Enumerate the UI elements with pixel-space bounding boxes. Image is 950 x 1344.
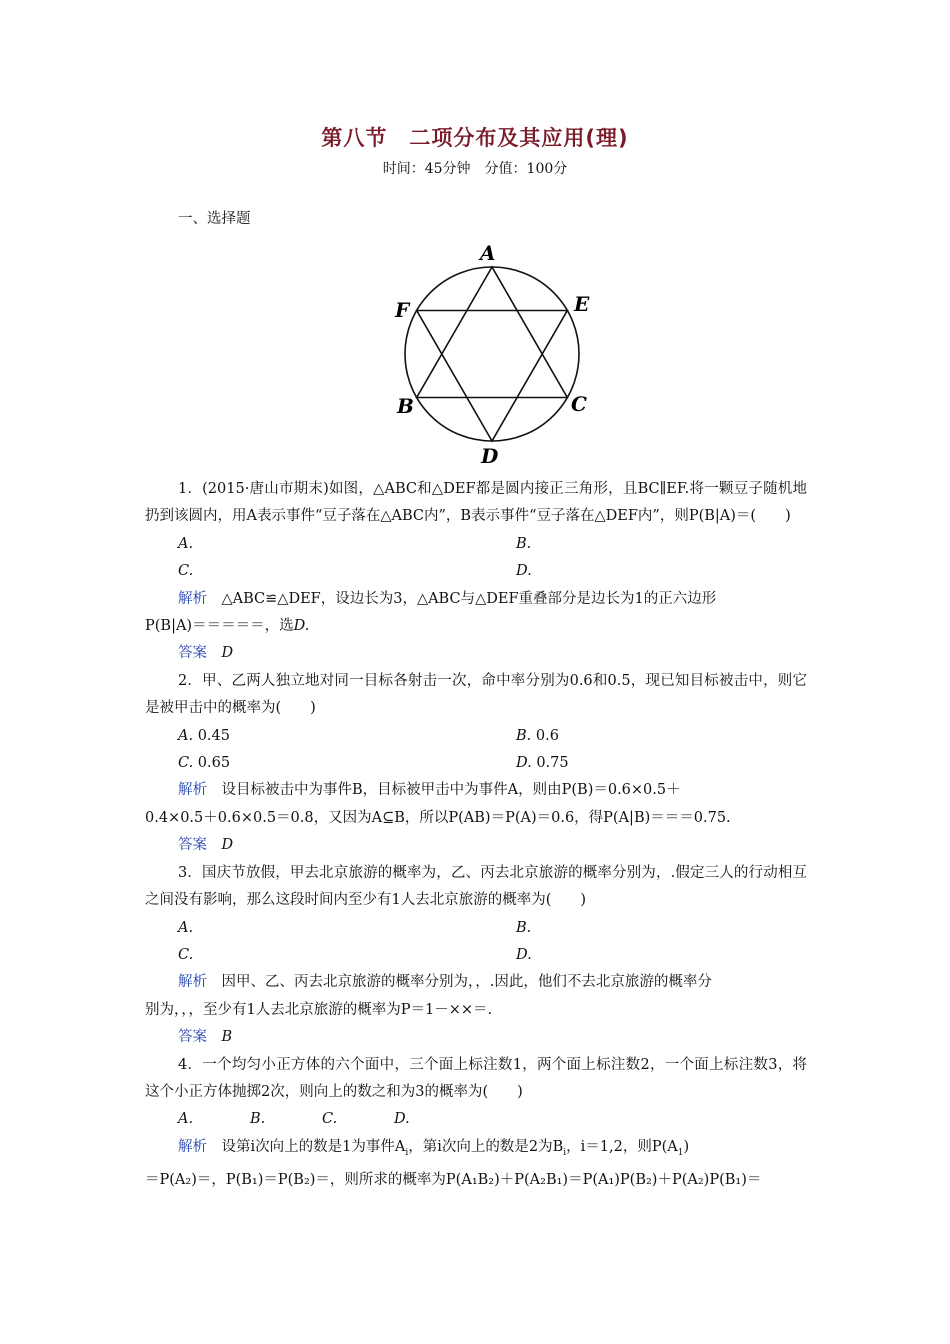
q4-option-c: C. <box>322 1111 338 1128</box>
triangle-abc <box>417 267 568 398</box>
q2-option-c: C. 0.65 <box>178 755 231 772</box>
q1-analysis-tag: 解析 <box>178 590 207 607</box>
q3-option-c: C. <box>178 946 194 963</box>
q4-option-a: A. <box>178 1111 194 1128</box>
q1-answer-tag: 答案 <box>178 645 207 662</box>
q2-analysis: 解析 设目标被击中为事件B，目标被甲击中为事件A，则由P(B)＝0.6×0.5＋ <box>178 782 681 799</box>
q1-answer-value: D <box>221 645 234 662</box>
q2-option-d: D. 0.75 <box>516 755 569 772</box>
q3-options-row-2 <box>145 942 807 969</box>
q1-stem: 1．(2015·唐山市期末)如图，△ABC和△DEF都是圆内接正三角形，且BC∥EF.将一颗豆子随机地扔到该圆内，用A表示事件“豆子落在△ABC内”，B表示事件“豆子落在△DEF内”，则P(B|A)＝( ) <box>145 481 807 525</box>
q3-analysis-cont: 别为，，，至少有1人去北京旅游的概率为P＝1－××＝. <box>145 1001 493 1018</box>
q1-option-d: D. <box>516 563 532 580</box>
q1-option-b: B. <box>516 535 532 552</box>
q2-options-row-2 <box>145 750 807 777</box>
page-subtitle: 时间：45分钟 分值：100分 <box>382 161 568 177</box>
q4-analysis: 解析 设第i次向上的数是1为事件$A_i$，第i次向上的数是2为$B_i$，i＝1,2，则$P(A_1)$ <box>178 1138 690 1158</box>
q2-answer: 答案 D <box>178 837 234 854</box>
q4-stem: 4．一个均匀小正方体的六个面中，三个面上标注数1，两个面上标注数2，一个面上标注数3，将这个小正方体抛掷2次，则向上的数之和为3的概率为( ) <box>145 1056 807 1100</box>
q3-answer: 答案 B <box>178 1029 233 1046</box>
section-heading: 一、选择题 <box>178 211 251 227</box>
page-title: 第八节 二项分布及其应用(理) <box>321 126 629 150</box>
q3-option-d: D. <box>516 946 532 963</box>
q4-option-b: B. <box>250 1111 266 1128</box>
q2-option-b: B. 0.6 <box>516 727 559 744</box>
q1-answer <box>145 640 807 667</box>
q2-analysis-tag: 解析 <box>178 782 207 799</box>
question-content <box>145 476 807 1194</box>
q4-options-row <box>145 1106 807 1133</box>
q2-stem: 2．甲、乙两人独立地对同一目标各射击一次，命中率分别为0.6和0.5，现已知目标被击中，则它是被甲击中的概率为( ) <box>145 672 807 717</box>
q2-answer-tag: 答案 <box>178 837 207 854</box>
hexagram-circle-figure <box>388 238 598 468</box>
circle <box>405 267 579 441</box>
q3-analysis: 解析 因甲、乙、丙去北京旅游的概率分别为，，.因此，他们不去北京旅游的概率分 <box>178 974 712 991</box>
q2-analysis-cont: 0.4×0.5＋0.6×0.5＝0.8，又因为A⊆B，所以P(AB)＝P(A)＝0.6，得P(A|B)＝＝＝0.75. <box>145 809 731 826</box>
label-c: C <box>571 392 587 416</box>
q4-option-d: D. <box>394 1111 410 1128</box>
q4-analysis-tag: 解析 <box>178 1138 207 1155</box>
label-b: B <box>397 394 414 418</box>
q1-options-row-1 <box>145 531 807 558</box>
q4-analysis-cont: ＝P(A₂)＝，P(B₁)＝P(B₂)＝，则所求的概率为P(A₁B₂)＋P(A₂B₁)＝P(A₁)P(B₂)＋P(A₂)P(B₁)＝ <box>145 1172 762 1189</box>
q3-options-row-1 <box>145 915 807 942</box>
q3-analysis-tag: 解析 <box>178 974 207 991</box>
q2-option-a: A. 0.45 <box>178 727 230 744</box>
q1-option-a: A. <box>178 535 194 552</box>
label-d: D <box>481 444 499 468</box>
q1-analysis <box>145 586 807 613</box>
q1-options-row-2 <box>145 558 807 585</box>
q1-analysis-text: △ABC≌△DEF，设边长为3，△ABC与△DEF重叠部分是边长为1的正六边形 <box>221 590 717 607</box>
q3-answer-tag: 答案 <box>178 1029 207 1046</box>
q2-options-row-1 <box>145 723 807 750</box>
label-a: A <box>480 241 496 265</box>
q1-analysis-cont: P(B|A)＝＝＝＝＝，选D. <box>145 618 310 635</box>
triangle-def <box>417 311 568 442</box>
q1-option-c: C. <box>178 563 194 580</box>
label-f: F <box>395 298 410 322</box>
q3-option-a: A. <box>178 919 194 936</box>
q3-stem: 3．国庆节放假，甲去北京旅游的概率为，乙、丙去北京旅游的概率分别为，.假定三人的行动相互之间没有影响，那么这段时间内至少有1人去北京旅游的概率为( ) <box>145 864 807 909</box>
label-e: E <box>574 292 590 316</box>
q3-option-b: B. <box>516 919 532 936</box>
